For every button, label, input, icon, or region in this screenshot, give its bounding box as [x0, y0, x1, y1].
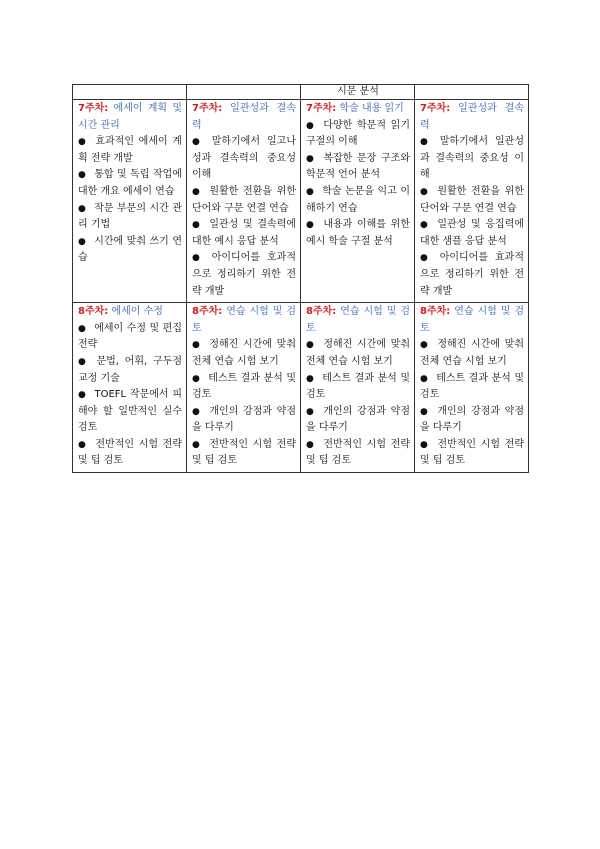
- list-item: [306, 371, 410, 404]
- table-cell: [301, 303, 415, 473]
- bullet-list: [78, 321, 182, 470]
- list-item: [306, 217, 410, 250]
- bullet-icon: ●: [306, 340, 316, 351]
- bullet-icon: ●: [420, 340, 430, 351]
- list-item-text: 원활한 전환을 위한 단어와 구문 연결 연습: [420, 185, 524, 214]
- list-item-text: TOEFL 작문에서 피해야 할 일반적인 실수 검토: [78, 389, 183, 434]
- list-item-text: 전반적인 시험 전략 및 팁 검토: [78, 438, 182, 467]
- list-item: [78, 321, 182, 354]
- list-item: [78, 354, 182, 387]
- list-item: [420, 337, 524, 370]
- list-item: [306, 404, 410, 437]
- bullet-icon: ●: [192, 340, 202, 351]
- list-item-text: 작문 부문의 시간 관리 기법: [78, 202, 182, 231]
- week-label: 7주차:: [78, 103, 109, 114]
- list-item-text: 다양한 학문적 읽기 구절의 이해: [306, 119, 410, 148]
- list-item-text: 내용과 이해를 위한 예시 학술 구절 분석: [306, 219, 410, 247]
- bullet-icon: ●: [306, 439, 316, 450]
- cell-title: [306, 304, 410, 337]
- topic-label: 연습 시험 및 검토: [306, 306, 410, 334]
- list-item: [420, 371, 524, 404]
- bullet-list: [420, 337, 524, 470]
- cell-title: [78, 304, 182, 321]
- bullet-icon: ●: [78, 137, 88, 148]
- bullet-icon: ●: [78, 439, 88, 450]
- list-item: [306, 184, 410, 217]
- list-item-text: 테스트 결과 분석 및 검토: [420, 372, 524, 401]
- topic-label: 연습 시험 및 검토: [420, 306, 524, 334]
- bullet-list: [306, 118, 410, 251]
- topic-label: 에세이 계획 및 시간 관리: [78, 103, 182, 131]
- list-item: [78, 167, 182, 200]
- bullet-icon: ●: [78, 356, 89, 367]
- bullet-icon: ●: [192, 220, 202, 231]
- list-item-text: 개인의 강점과 약점을 다루기: [192, 405, 296, 434]
- list-item: [78, 201, 182, 234]
- list-item-text: 테스트 결과 분석 및 검토: [192, 372, 296, 401]
- list-item-text: 시간에 맞춰 쓰기 연습: [78, 235, 182, 264]
- list-item-text: 개인의 강점과 약점을 다루기: [306, 405, 410, 434]
- list-item-text: 정해진 시간에 맞춰 전체 연습 시험 보기: [192, 339, 296, 367]
- bullet-icon: ●: [420, 186, 430, 197]
- bullet-icon: ●: [78, 323, 87, 334]
- week-label: 7주차:: [192, 103, 223, 114]
- bullet-icon: ●: [78, 203, 87, 214]
- cell-title: [78, 101, 182, 134]
- header-cell: [187, 85, 301, 100]
- list-item-text: 학술 논문을 익고 이해하기 연습: [306, 185, 410, 214]
- list-item-text: 정해진 시간에 맞춰 전체 연습 시험 보기: [420, 339, 524, 367]
- list-item-text: 문법, 어휘, 구두점 교정 기술: [78, 355, 182, 384]
- topic-label: 연습 시험 및 검토: [192, 306, 296, 334]
- list-item: [192, 437, 296, 470]
- curriculum-table: [72, 84, 529, 473]
- list-item-text: 아이디어를 호과적으로 정리하기 위한 전략 개발: [192, 252, 296, 297]
- table-cell: [73, 100, 187, 303]
- week-label: 7주차:: [306, 103, 337, 114]
- bullet-list: [192, 337, 296, 470]
- bullet-icon: ●: [306, 220, 316, 231]
- list-item-text: 아이디어를 효과적으로 정리하기 위한 전략 개발: [420, 252, 524, 297]
- list-item: [192, 184, 296, 217]
- list-item-text: 개인의 강점과 약점을 다루기: [420, 405, 524, 434]
- bullet-icon: ●: [78, 236, 87, 247]
- bullet-icon: ●: [192, 253, 204, 264]
- bullet-icon: ●: [306, 186, 315, 197]
- week-label: 8주차:: [306, 306, 337, 318]
- bullet-icon: ●: [306, 406, 316, 417]
- header-cell: [73, 85, 187, 100]
- table-cell: [301, 100, 415, 303]
- table-cell: [187, 303, 301, 473]
- list-item-text: 에세이 수정 및 편집 전략: [78, 322, 182, 351]
- table-cell: [187, 100, 301, 303]
- list-item: [192, 404, 296, 437]
- list-item-text: 원활한 전환을 위한 단어와 구문 연결 연습: [192, 185, 296, 214]
- bullet-icon: ●: [420, 137, 432, 148]
- bullet-icon: ●: [192, 186, 202, 197]
- cell-title: [192, 304, 296, 337]
- bullet-icon: ●: [420, 439, 430, 450]
- cell-title: [420, 304, 524, 337]
- week-8-row: [73, 303, 529, 473]
- list-item: [420, 404, 524, 437]
- topic-label: 일관성과 결속력: [420, 103, 524, 131]
- list-item-text: 일관성 및 결속력에 대한 예시 응답 분석: [192, 219, 296, 247]
- list-item: [306, 151, 410, 184]
- week-label: 8주차:: [192, 306, 223, 318]
- list-item-text: 전반적인 시험 전략 및 팁 검토: [192, 438, 296, 467]
- list-item-text: 말하기에서 일고나성과 결속력의 중요성 이해: [192, 136, 296, 181]
- list-item: [78, 387, 182, 437]
- bullet-icon: ●: [78, 390, 87, 401]
- list-item-text: 전반적인 시험 전략 및 팁 검토: [306, 438, 410, 467]
- topic-label: 학술 내용 읽기: [336, 103, 404, 114]
- list-item: [192, 371, 296, 404]
- table-header-row: [73, 85, 529, 100]
- bullet-list: [306, 337, 410, 470]
- header-cell: 시문 분석: [301, 85, 415, 100]
- list-item-text: 통합 및 독립 작업에 대한 개요 에세이 연습: [78, 169, 182, 197]
- topic-label: 일관성과 결속력: [192, 103, 296, 131]
- list-item-text: 복잡한 문장 구조와 학문적 언어 분석: [306, 152, 410, 181]
- list-item: [78, 234, 182, 267]
- header-cell: [415, 85, 529, 100]
- bullet-icon: ●: [192, 406, 202, 417]
- bullet-icon: ●: [192, 137, 204, 148]
- list-item: [306, 118, 410, 151]
- list-item: [420, 250, 524, 300]
- list-item: [192, 217, 296, 250]
- list-item: [192, 337, 296, 370]
- list-item-text: 전반적인 시험 전략 및 팁 검토: [420, 438, 524, 467]
- bullet-icon: ●: [306, 120, 316, 131]
- bullet-list: [78, 134, 182, 267]
- bullet-icon: ●: [192, 439, 202, 450]
- list-item-text: 효과적인 에세이 계획 전략 개발: [78, 136, 182, 164]
- list-item: [192, 134, 296, 184]
- bullet-icon: ●: [420, 253, 432, 264]
- bullet-icon: ●: [78, 170, 87, 181]
- list-item: [192, 250, 296, 300]
- bullet-icon: ●: [192, 373, 201, 384]
- list-item: [420, 437, 524, 470]
- bullet-list: [420, 134, 524, 300]
- topic-label: 에세이 수정: [108, 306, 163, 318]
- cell-title: [192, 101, 296, 134]
- list-item-text: 정해진 시간에 맞춰 전체 연습 시험 보기: [306, 339, 410, 367]
- list-item: [78, 437, 182, 470]
- table-cell: [73, 303, 187, 473]
- bullet-icon: ●: [420, 220, 430, 231]
- bullet-list: [192, 134, 296, 300]
- table-cell: [415, 100, 529, 303]
- list-item-text: 말하기에서 일관성과 결속력의 중요성 이해: [420, 136, 524, 181]
- week-label: 8주차:: [420, 306, 451, 318]
- bullet-icon: ●: [306, 153, 316, 164]
- bullet-icon: ●: [306, 373, 315, 384]
- list-item-text: 테스트 결과 분석 및 검토: [306, 372, 410, 401]
- list-item: [78, 134, 182, 167]
- bullet-icon: ●: [420, 406, 430, 417]
- week-label: 7주차:: [420, 103, 451, 114]
- list-item: [420, 134, 524, 184]
- list-item-text: 일관성 및 응집력에 대한 샘플 응답 분석: [420, 219, 524, 247]
- cell-title: [420, 101, 524, 134]
- list-item: [420, 184, 524, 217]
- list-item: [306, 437, 410, 470]
- week-7-row: [73, 100, 529, 303]
- bullet-icon: ●: [420, 373, 429, 384]
- cell-title: [306, 101, 410, 118]
- table-cell: [415, 303, 529, 473]
- list-item: [420, 217, 524, 250]
- week-label: 8주차:: [78, 306, 109, 318]
- list-item: [306, 337, 410, 370]
